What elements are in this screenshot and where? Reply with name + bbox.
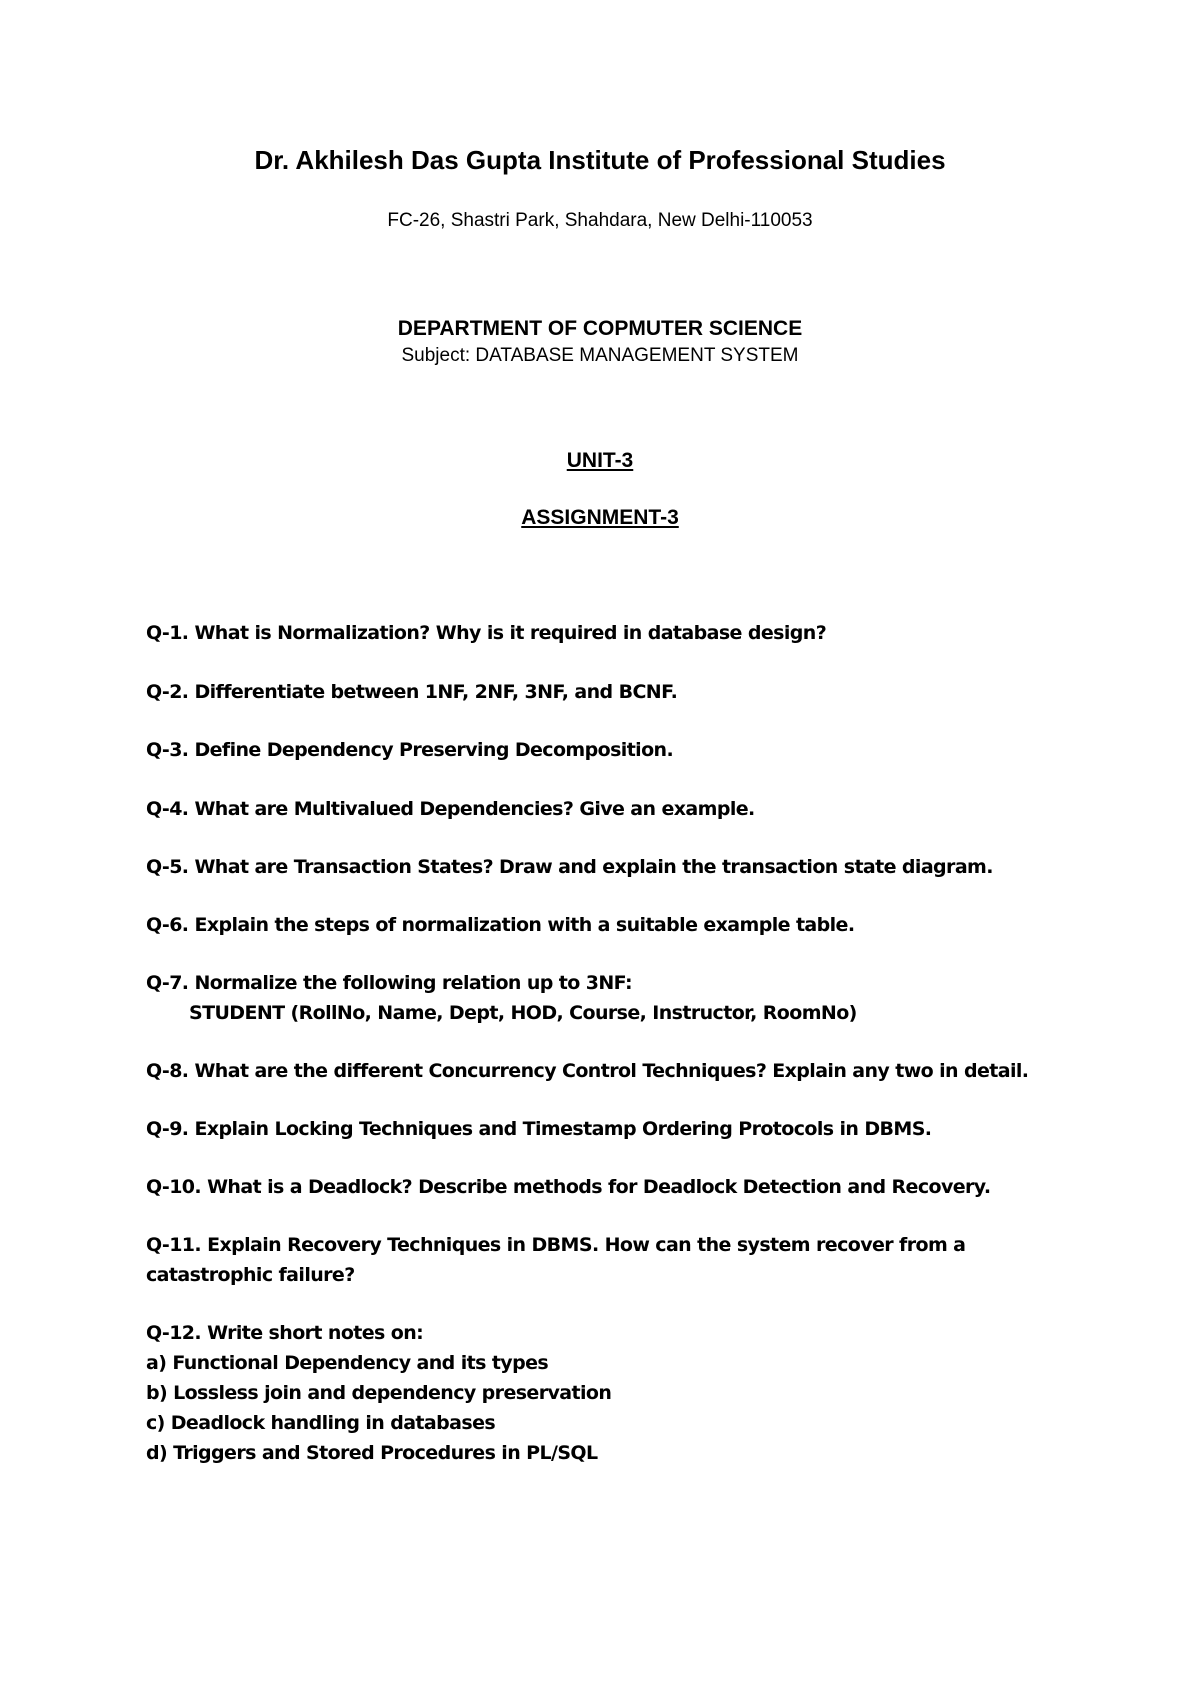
question-11-line-2: catastrophic failure?: [146, 1264, 355, 1286]
question-8: [146, 1056, 1028, 1086]
question-3-line-1: Q-3. Define Dependency Preserving Decomposition.: [146, 739, 674, 761]
question-8-line-1: Q-8. What are the different Concurrency Control Techniques? Explain any two in detail.: [146, 1060, 1029, 1082]
question-9: [146, 1114, 931, 1144]
question-12-note-c: c) Deadlock handling in databases: [146, 1412, 496, 1434]
question-12-note-a: a) Functional Dependency and its types: [146, 1352, 549, 1374]
institute-address: FC-26, Shastri Park, Shahdara, New Delhi-110053: [387, 210, 813, 231]
question-5: [146, 852, 993, 882]
question-12: [146, 1318, 611, 1468]
question-4: [146, 794, 755, 824]
question-2-line-1: Q-2. Differentiate between 1NF, 2NF, 3NF, and BCNF.: [146, 681, 678, 703]
unit-heading: UNIT-3: [566, 449, 634, 472]
question-4-line-1: Q-4. What are Multivalued Dependencies? Give an example.: [146, 798, 755, 820]
question-9-line-1: Q-9. Explain Locking Techniques and Timestamp Ordering Protocols in DBMS.: [146, 1118, 932, 1140]
question-10-line-1: Q-10. What is a Deadlock? Describe methods for Deadlock Detection and Recovery.: [146, 1176, 991, 1198]
department-heading: DEPARTMENT OF COPMUTER SCIENCE: [397, 317, 803, 340]
question-3: [146, 735, 673, 765]
question-12-note-b: b) Lossless join and dependency preservation: [146, 1382, 612, 1404]
subject-line: Subject: DATABASE MANAGEMENT SYSTEM: [401, 345, 799, 366]
question-11-line-1: Q-11. Explain Recovery Techniques in DBMS. How can the system recover from a: [146, 1234, 966, 1256]
question-11: [146, 1230, 965, 1290]
question-6-line-1: Q-6. Explain the steps of normalization with a suitable example table.: [146, 914, 855, 936]
question-7-relation: STUDENT (RollNo, Name, Dept, HOD, Course, Instructor, RoomNo): [189, 1002, 857, 1024]
question-10: [146, 1172, 990, 1202]
question-12-note-d: d) Triggers and Stored Procedures in PL/SQL: [146, 1442, 598, 1464]
question-1: [146, 618, 826, 648]
assignment-heading: ASSIGNMENT-3: [521, 506, 679, 529]
question-12-line-1: Q-12. Write short notes on:: [146, 1322, 424, 1344]
question-6: [146, 910, 854, 940]
question-7: [146, 968, 857, 1028]
question-7-line-1: Q-7. Normalize the following relation up to 3NF:: [146, 972, 633, 994]
institute-name: Dr. Akhilesh Das Gupta Institute of Professional Studies: [254, 145, 946, 175]
question-1-line-1: Q-1. What is Normalization? Why is it required in database design?: [146, 622, 827, 644]
question-2: [146, 677, 677, 707]
question-5-line-1: Q-5. What are Transaction States? Draw and explain the transaction state diagram.: [146, 856, 993, 878]
